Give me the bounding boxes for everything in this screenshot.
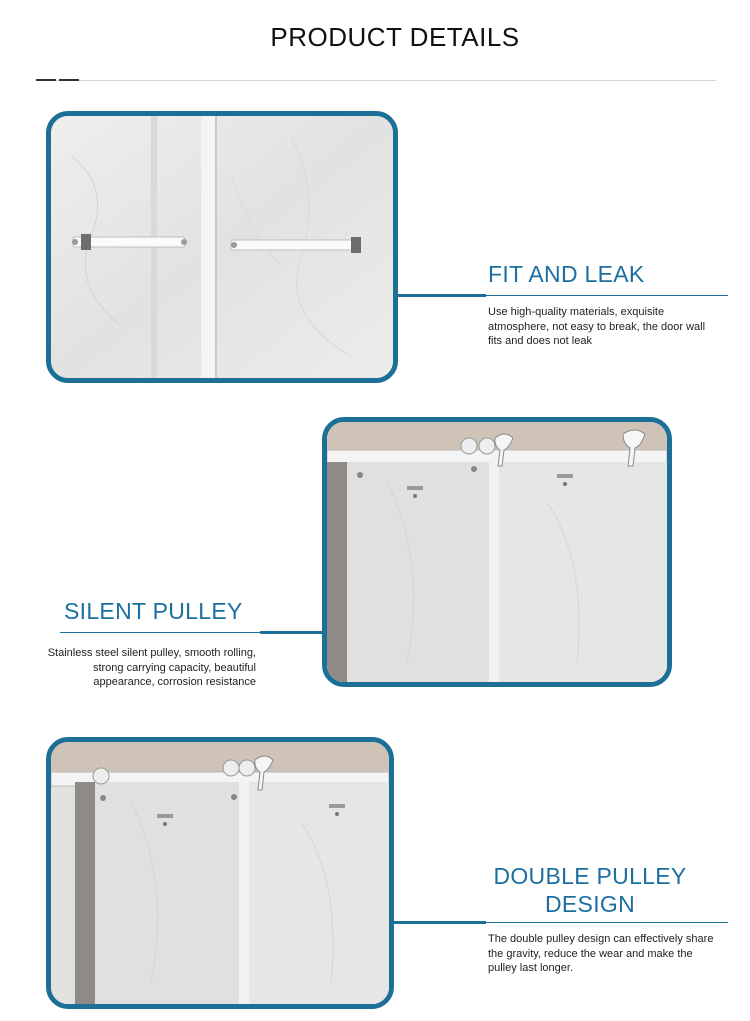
double-pulley-photo — [46, 737, 394, 1009]
feature-heading-double-pulley: DOUBLE PULLEY DESIGN — [493, 863, 687, 917]
page-title: PRODUCT DETAILS — [270, 22, 520, 52]
divider-accent — [59, 79, 79, 81]
connector-line — [60, 632, 260, 633]
feature-desc-double-pulley: The double pulley design can effectively share the gravity, reduce the wear and make the pulley last longer. — [488, 933, 714, 974]
silent-pulley-photo — [322, 417, 672, 687]
connector-line — [486, 295, 728, 296]
connector-line — [394, 921, 486, 924]
connector-line — [260, 631, 322, 634]
connector-line — [398, 294, 486, 297]
feature-desc-fit-and-leak: Use high-quality materials, exquisite atmosphere, not easy to break, the door wall fits and does not leak — [488, 306, 706, 347]
feature-heading-silent-pulley: SILENT PULLEY — [64, 598, 243, 624]
divider-accent — [36, 79, 56, 81]
shower-door-handles-photo — [46, 111, 398, 383]
feature-desc-silent-pulley: Stainless steel silent pulley, smooth rolling, strong carrying capacity, beautiful appearance, corrosion resistance — [47, 647, 256, 688]
connector-line — [486, 922, 728, 923]
title-divider — [36, 80, 716, 81]
feature-heading-fit-and-leak: FIT AND LEAK — [488, 261, 645, 287]
